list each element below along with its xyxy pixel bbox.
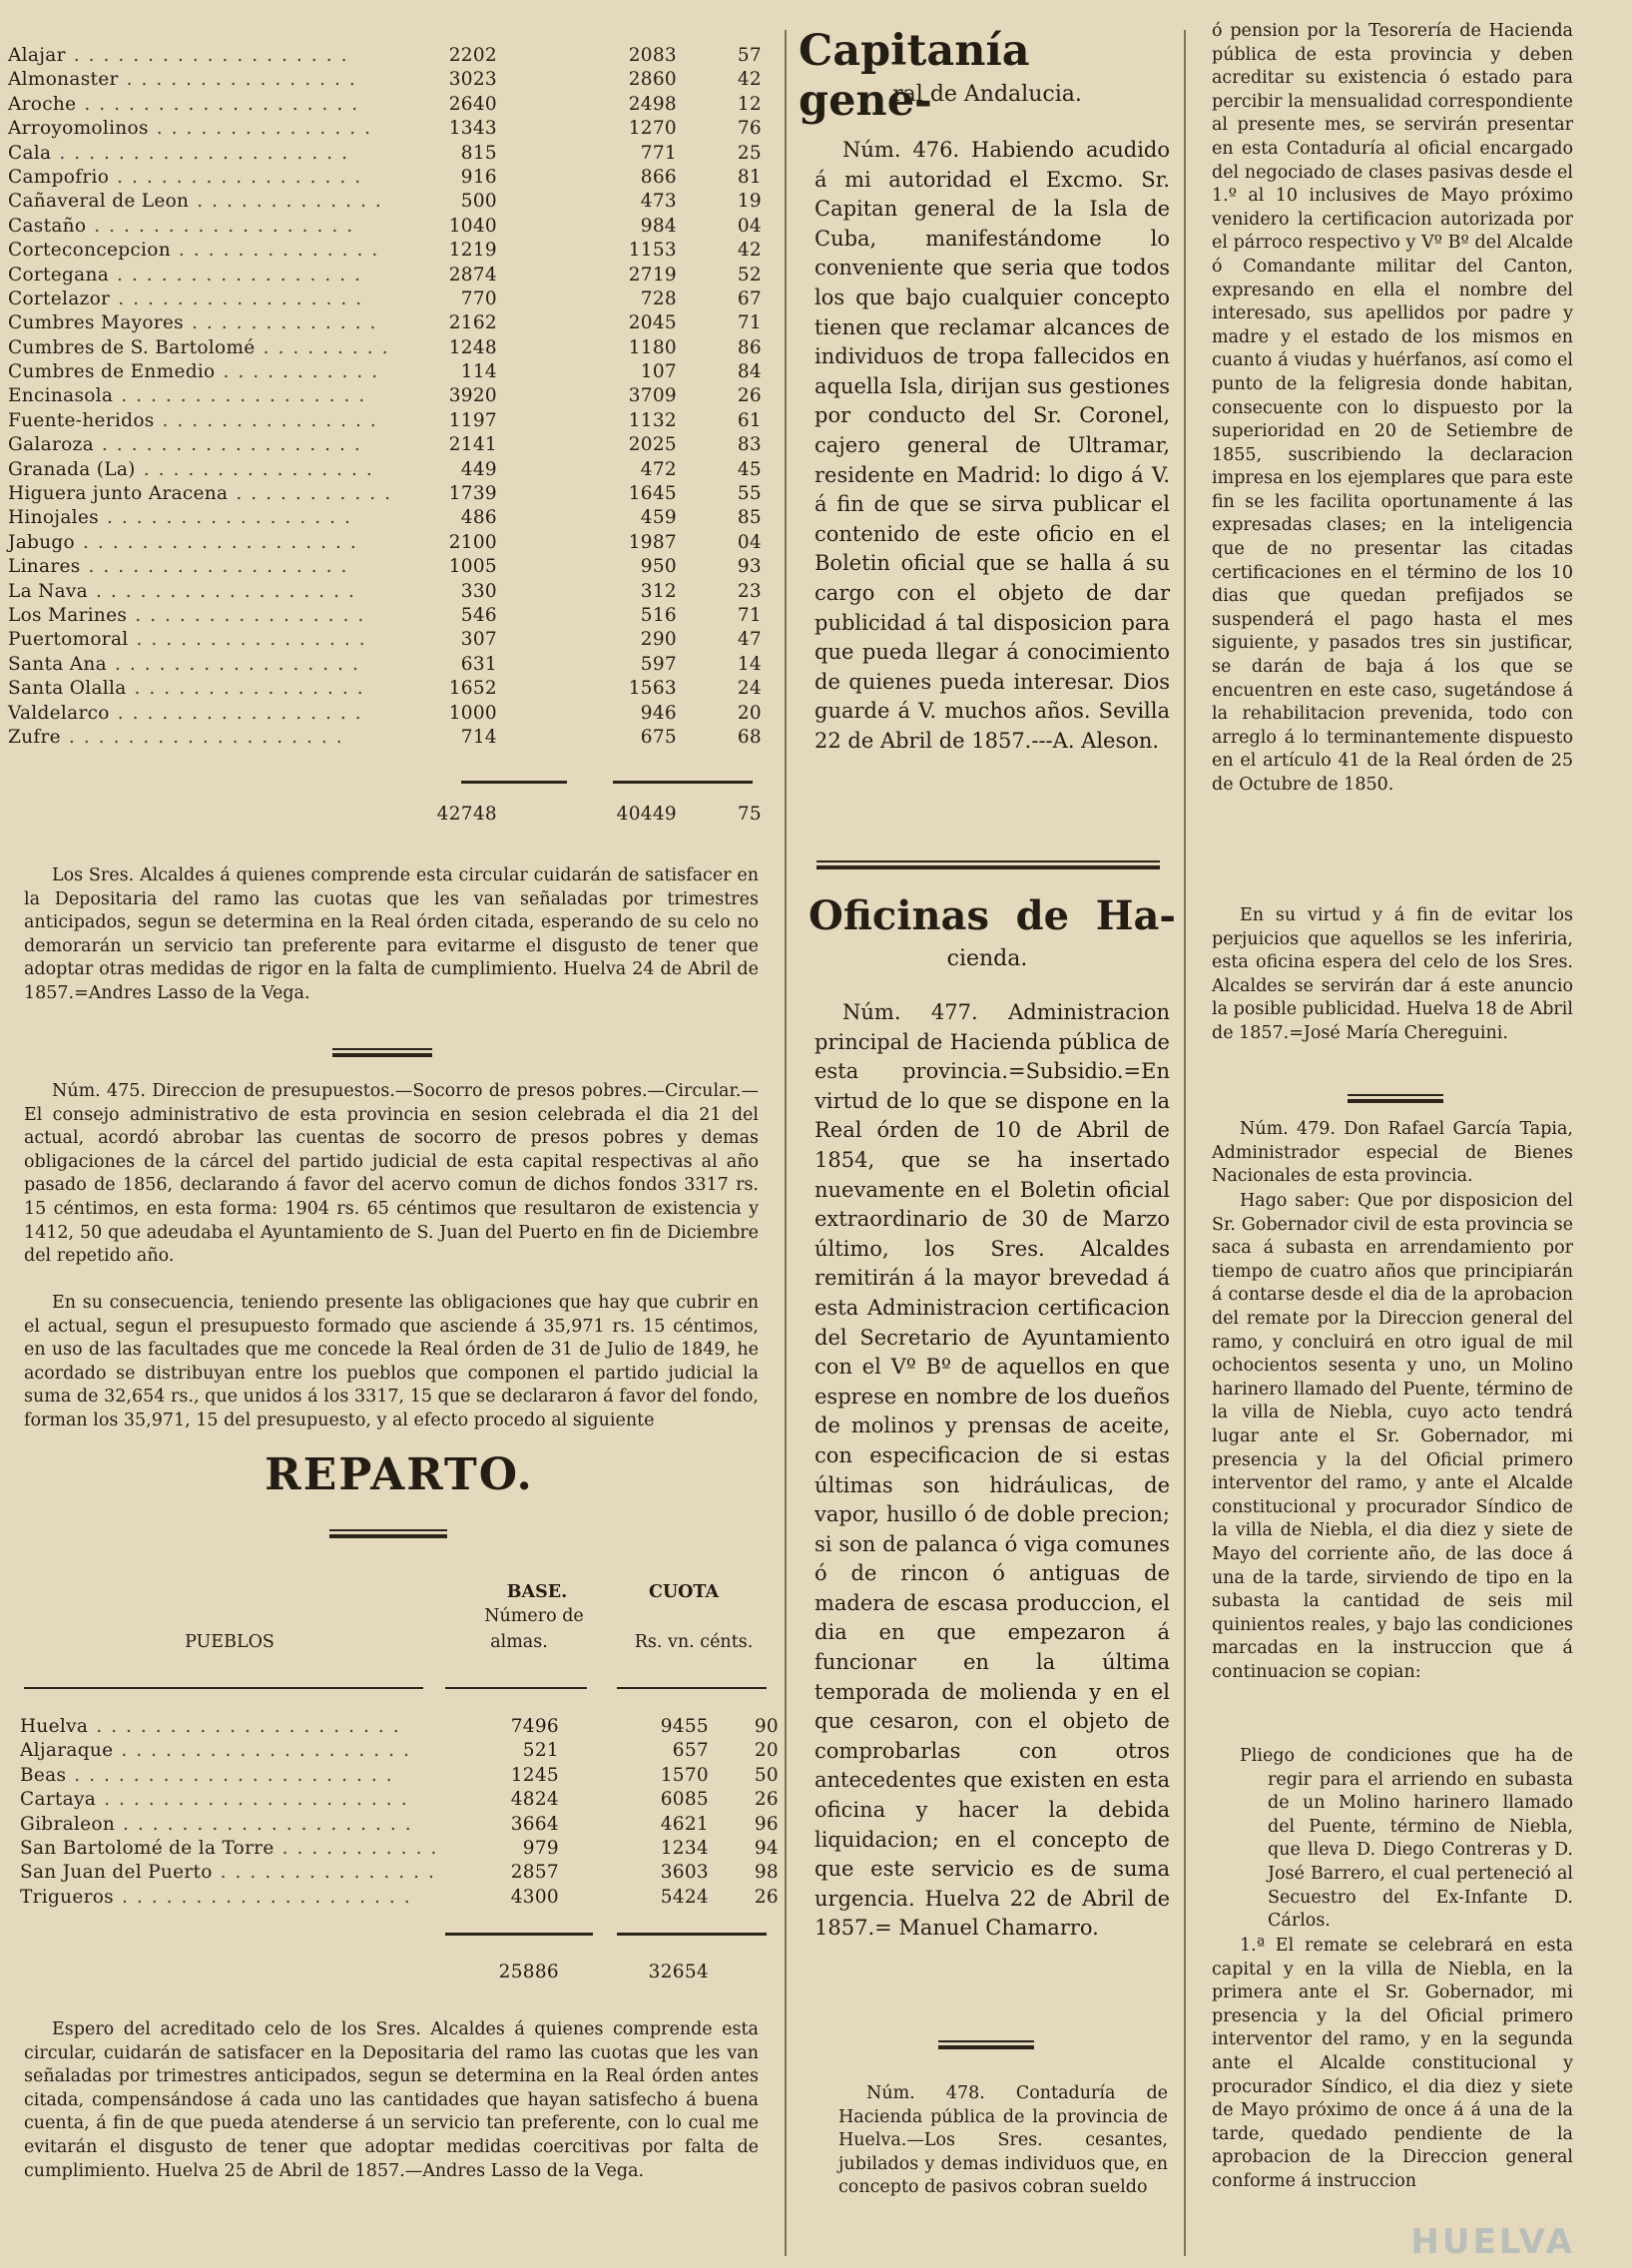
leader-dots: .................... (59, 142, 356, 164)
value-c: 04 (737, 215, 762, 237)
value-b: 984 (640, 215, 677, 237)
town-name: Zufre (8, 726, 61, 748)
value-a: 1245 (510, 1764, 559, 1786)
value-c: 93 (737, 556, 762, 578)
town-name: Puertomoral (8, 629, 129, 651)
value-c: 14 (737, 653, 762, 675)
value-b: 771 (640, 142, 677, 164)
town-name: Aljaraque (20, 1740, 114, 1762)
table-row (8, 506, 767, 530)
table-row (8, 166, 767, 190)
leader-dots: .................... (123, 1813, 420, 1835)
total-b: 40449 (616, 804, 677, 825)
value-b: 9455 (660, 1716, 709, 1737)
value-b: 657 (672, 1740, 709, 1762)
town-name: Higuera junto Aracena (8, 483, 229, 505)
value-a: 546 (460, 604, 497, 626)
left-column (0, 0, 779, 2268)
leader-dots: ......... (263, 336, 397, 358)
value-b: 516 (640, 604, 677, 626)
leader-dots: ................ (143, 458, 381, 480)
town-name: Beas (20, 1764, 67, 1786)
value-b: 312 (640, 580, 677, 602)
section-divider-4 (1348, 1094, 1443, 1104)
value-b: 1570 (660, 1764, 709, 1786)
header-rule-2 (445, 1687, 587, 1689)
value-b: 1132 (628, 409, 677, 431)
value-a: 2857 (510, 1862, 559, 1884)
value-c: 26 (754, 1886, 779, 1908)
header-pueblos: PUEBLOS (185, 1632, 274, 1652)
column-rule-2 (1184, 30, 1186, 2256)
town-name: Santa Olalla (8, 678, 127, 700)
town-name: Cumbres de S. Bartolomé (8, 336, 256, 358)
value-b: 597 (640, 653, 677, 675)
total2-b: 32654 (648, 1962, 709, 1983)
table-row (8, 628, 767, 652)
town-name: San Juan del Puerto (20, 1862, 213, 1884)
table-row (8, 604, 767, 628)
section-divider-2 (816, 860, 1160, 870)
leader-dots: ................ (135, 604, 373, 626)
total2-rule-b (617, 1933, 767, 1936)
column-rule-1 (785, 30, 787, 2256)
value-c: 50 (754, 1764, 779, 1786)
table-row (8, 360, 767, 384)
header-rule-1 (24, 1687, 423, 1689)
num-475-continuation: En su consecuencia, teniendo presente las obligaciones que hay que cubrir en el actual, segun el presupuesto formado que asciende á 35,971 rs. 15 céntimos, en uso de las facultades que me concede la Real órden de 31 de Julio de 1849, he acordado se distribuyan entre los pueblos que componen el partido judicial la suma de 32,654 rs., que unidos á los 3317, 15 que se declararon á favor del fondo, forman los 35,971, 15 del presupuesto, y al efecto procedo al siguiente (24, 1293, 759, 1430)
total-a: 42748 (436, 804, 497, 825)
num-478-continuation: ó pension por la Tesorería de Hacienda pública de esta provincia y deben acreditar su existencia ó estado para percibir la mensualidad correspondiente al presente mes, se servirán presentar en esta Contaduría al oficial encargado del negociado de clases pasivas desde el 1.º al 10 inclusives de Mayo próximo venidero la certificacion autorizada por el párroco respectivo y Vº Bº del Alcalde ó Comandante militar del Canton, expresando en ella el nombre del interesado, sus apellidos por padre y madre y el estado de los mismos en cuanto á viudas y huérfanos, así como el punto de la feligresia donde habitan, consecuente con lo dispuesto por la superioridad en 20 de Setiembre de 1855, suscribiendo la declaracion impresa en los ejemplares que para este fin se les facilita oportunamente á las expresadas clases; en la inteligencia que de no presentar las citadas certificaciones en el término de los 10 dias que quedan prefijados se suspenderá el pago hasta el mes siguiente, y pasados tres sin justificar, se darán de baja á los que se encuentren en este caso, sugetándose á la rehabilitacion prevenida, todo con arreglo á lo terminantemente dispuesto en el artículo 41 de la Real órden de 25 de Octubre de 1850. (1212, 21, 1573, 795)
reparto-table-total (20, 1961, 769, 1984)
town-name: Arroyomolinos (8, 118, 149, 140)
leader-dots: ........... (281, 1837, 446, 1859)
table-row (8, 580, 767, 604)
value-b: 2860 (628, 69, 677, 91)
value-a: 1248 (448, 336, 497, 358)
right-column (1198, 0, 1597, 2268)
table-row (8, 68, 767, 92)
table-total-row (8, 803, 767, 827)
value-b: 728 (640, 287, 677, 309)
town-name: Alajar (8, 45, 66, 66)
reparto-title: REPARTO. (265, 1449, 534, 1500)
table-row (20, 1739, 779, 1763)
middle-column (799, 0, 1176, 2268)
section-divider-3 (938, 2040, 1034, 2050)
value-b: 1987 (628, 531, 677, 553)
total2-a: 25886 (498, 1962, 559, 1983)
value-b: 472 (640, 458, 677, 480)
town-name: Los Marines (8, 604, 128, 626)
heading-capitania: Capitanía gene- (799, 26, 1030, 126)
value-b: 4621 (660, 1813, 709, 1835)
town-name: Linares (8, 556, 81, 578)
town-name: Galaroza (8, 434, 94, 456)
value-b: 2719 (628, 264, 677, 285)
value-c: 76 (737, 118, 762, 140)
num-478-paragraph: Núm. 478. Contaduría de Hacienda pública de la provincia de Huelva.—Los Sres. cesantes, jubilados y demas individuos que, en concepto de pasivos cobran sueldo (838, 2083, 1168, 2198)
value-c: 81 (737, 166, 762, 188)
value-b: 473 (640, 191, 677, 213)
num-477-paragraph: Núm. 477. Administracion principal de Hacienda pública de esta provincia.=Subsidio.=En virtud de lo que se dispone en la Real órden de 10 de Abril de 1854, que se ha insertado nuevamente en el Boletin oficial extraordinario de 30 de Marzo último, los Sres. Alcaldes remitirán á la mayor brevedad á esta Administracion certificacion del Secretario de Ayuntamiento con el Vº Bº de aquellos en que esprese en nombre de los dueños de molinos y prensas de aceite, con especificacion de si estas últimas son hidráulicas, de vapor, husillo ó de doble precion; si son de palanca ó viga comunes ó de rincon ó antiguas de madera de escasa produccion, el dia en que empezaron á funcionar en la última temporada de molienda y en el que cesaron, con el objeto de comprobarlas con otros antecedentes que existen en esta oficina y hacer la debida liquidacion; en el concepto de que este servicio es de suma urgencia. Huelva 22 de Abril de 1857.= Manuel Chamarro. (815, 1000, 1170, 1941)
header-base: BASE. (506, 1582, 568, 1602)
table-row (8, 482, 767, 506)
value-c: 55 (737, 483, 762, 505)
town-name: Campofrio (8, 166, 110, 188)
value-a: 4824 (510, 1789, 559, 1811)
condition-1: 1.ª El remate se celebrará en esta capital y en la villa de Niebla, en la primera ante el Sr. Gobernador, mi presencia y la del Oficial primero interventor del ramo, y en la segunda ante el Alcalde constitucional y procurador Síndico, el dia diez y siete de Mayo próximo de once á á una de la tarde, quedado pendiente de la aprobacion de la Direccion general conforme á instruccion (1212, 1936, 1573, 2191)
value-b: 1153 (628, 240, 677, 262)
table-row (20, 1764, 779, 1788)
leader-dots: ................. (117, 702, 370, 724)
value-c: 98 (754, 1862, 779, 1884)
value-a: 2874 (448, 264, 497, 285)
leader-dots: ................ (136, 629, 374, 651)
table-total-row (20, 1961, 769, 1984)
value-c: 19 (737, 191, 762, 213)
total-c: 75 (737, 804, 762, 825)
table-row (8, 336, 767, 360)
value-a: 449 (460, 458, 497, 480)
value-a: 2202 (448, 45, 497, 66)
value-b: 2025 (628, 434, 677, 456)
town-name: Huelva (20, 1716, 89, 1737)
value-c: 42 (737, 240, 762, 262)
section-divider (332, 1048, 432, 1058)
leader-dots: ..................... (104, 1789, 416, 1811)
value-b: 290 (640, 629, 677, 651)
table-row (8, 190, 767, 214)
value-b: 107 (640, 361, 677, 383)
leader-dots: .................. (96, 580, 363, 602)
value-b: 946 (640, 702, 677, 724)
town-name: Jabugo (8, 531, 75, 553)
reparto-closing-paragraph: Espero del acreditado celo de los Sres. Alcaldes á quienes comprende esta circular, cuidarán de satisfacer en la Depositaria del ramo las cuotas que les van señaladas por trimestres anticipados, segun se determina en la Real órden antes citada, compensándose á cada uno las cantidades que hayan satisfecho á buena cuenta, á fin de que pueda atenderse á un servicio tan preferente, con lo cual me evitarán el disgusto de tener que adoptar medidas coercitivas por falta de cumplimiento. Huelva 25 de Abril de 1857.—Andres Lasso de la Vega. (24, 2019, 759, 2181)
value-b: 866 (640, 166, 677, 188)
value-c: 71 (737, 604, 762, 626)
leader-dots: ................. (121, 385, 374, 407)
value-a: 3023 (448, 69, 497, 91)
value-b: 6085 (660, 1789, 709, 1811)
quota-table-1 (8, 44, 767, 750)
value-a: 1343 (448, 118, 497, 140)
value-b: 2083 (628, 45, 677, 66)
leader-dots: ................... (82, 531, 365, 553)
value-b: 1563 (628, 678, 677, 700)
value-a: 1040 (448, 215, 497, 237)
value-a: 500 (460, 191, 497, 213)
leader-dots: ................ (134, 678, 372, 700)
value-a: 3664 (510, 1813, 559, 1835)
value-a: 1197 (448, 409, 497, 431)
table-row (8, 702, 767, 726)
value-b: 5424 (660, 1886, 709, 1908)
leader-dots: ............... (162, 409, 385, 431)
table-row (8, 726, 767, 750)
town-name: Hinojales (8, 507, 99, 529)
value-a: 1739 (448, 483, 497, 505)
leader-dots: ............. (197, 191, 390, 213)
header-cuota-sub: Rs. vn. cénts. (634, 1632, 754, 1652)
value-b: 675 (640, 726, 677, 748)
value-c: 42 (737, 69, 762, 91)
value-c: 90 (754, 1716, 779, 1737)
value-c: 20 (754, 1740, 779, 1762)
leader-dots: ................. (117, 264, 370, 285)
value-a: 1000 (448, 702, 497, 724)
town-name: Almonaster (8, 69, 119, 91)
heading-oficinas-sub: cienda. (946, 946, 1028, 971)
value-c: 84 (737, 361, 762, 383)
value-a: 2141 (448, 434, 497, 456)
table-row (20, 1715, 779, 1739)
value-a: 1005 (448, 556, 497, 578)
town-name: Corteconcepcion (8, 240, 171, 262)
archive-watermark: HUELVA (1410, 2222, 1575, 2262)
town-name: Valdelarco (8, 702, 110, 724)
table-row (8, 215, 767, 239)
heading-oficinas: Oficinas de Ha- (809, 892, 1176, 939)
town-name: Fuente-heridos (8, 409, 155, 431)
town-name: Cortelazor (8, 287, 111, 309)
table-row (20, 1861, 779, 1885)
value-c: 71 (737, 312, 762, 334)
header-base-sub1: Número de (484, 1606, 584, 1626)
value-c: 83 (737, 434, 762, 456)
value-c: 12 (737, 93, 762, 115)
value-c: 45 (737, 458, 762, 480)
town-name: San Bartolomé de la Torre (20, 1837, 274, 1859)
town-name: Cortegana (8, 264, 110, 285)
table-row (8, 555, 767, 579)
leader-dots: ........... (223, 361, 387, 383)
pliego-heading: Pliego de condiciones que ha de regir para el arriendo en subasta de un Molino harinero llamado del Puente, término de Niebla, que lleva D. Diego Contreras y D. José Barrero, el cual perteneció al Secuestro del Ex-Infante D. Cárlos. (1240, 1746, 1573, 1932)
value-b: 1180 (628, 336, 677, 358)
town-name: Trigueros (20, 1886, 114, 1908)
value-a: 2162 (448, 312, 497, 334)
table-row (8, 287, 767, 311)
value-a: 770 (460, 287, 497, 309)
leader-dots: ........... (236, 483, 400, 505)
value-a: 979 (522, 1837, 559, 1859)
leader-dots: .............. (178, 240, 387, 262)
table-row (8, 531, 767, 555)
town-name: Encinasola (8, 385, 114, 407)
table-row (8, 409, 767, 433)
value-a: 916 (460, 166, 497, 188)
value-c: 85 (737, 507, 762, 529)
leader-dots: ................. (118, 287, 371, 309)
num-475-paragraph: Núm. 475. Direccion de presupuestos.—Socorro de presos pobres.—Circular.—El consejo administrativo de esta provincia en sesion celebrada el dia 21 del actual, acordó abrobar las cuentas de socorro de presos pobres y demas obligaciones de la cárcel del partido judicial de esta capital respectivas al año pasado de 1856, declarando á favor del acervo comun de dichos fondos 3317 rs. 15 céntimos, en esta forma: 1904 rs. 65 céntimos que resultaron de existencia y 1412, 50 que adeudaba el Ayuntamiento de S. Juan del Puerto en fin de Diciembre del repetido año. (24, 1081, 759, 1267)
table-row (20, 1837, 779, 1861)
leader-dots: ............. (191, 312, 385, 334)
leader-dots: ...................... (74, 1764, 401, 1786)
leader-dots: .................... (121, 1886, 419, 1908)
table-row (8, 142, 767, 166)
value-c: 25 (737, 142, 762, 164)
reparto-divider (329, 1529, 447, 1539)
num-478-closing: En su virtud y á fin de evitar los perjuicios que aquellos se les inferiria, esta oficina espera del celo de los Sres. Alcaldes se servirán dar á este anuncio la posible publicidad. Huelva 18 de Abril de 1857.=José María Chereguini. (1212, 905, 1573, 1043)
value-b: 2045 (628, 312, 677, 334)
value-a: 4300 (510, 1886, 559, 1908)
total-rule-a (461, 781, 567, 784)
table-row (8, 433, 767, 457)
town-name: Aroche (8, 93, 77, 115)
town-name: Cartaya (20, 1789, 97, 1811)
value-a: 815 (460, 142, 497, 164)
value-c: 20 (737, 702, 762, 724)
table-row (8, 264, 767, 287)
leader-dots: ............... (156, 118, 379, 140)
value-a: 2640 (448, 93, 497, 115)
num-479-body: Hago saber: Que por disposicion del Sr. Gobernador civil de esta provincia se saca á subasta en arrendamiento por tiempo de cuatro años que principiarán á contarse desde el dia de la aprobacion del remate por la Direccion general del ramo, y concluirá en otro igual de mil ochocientos sesenta y uno, un Molino harinero llamado del Puente, término de la villa de Niebla, cuyo acto tendrá lugar ante el Sr. Gobernador, mi presencia y la del Oficial primero interventor del ramo, y ante el Alcalde constitucional y procurador Síndico de la villa de Niebla, el dia diez y siete de Mayo del corriente año, de las doce á una de la tarde, sirviendo de tipo en la subasta la cantidad de seis mil quinientos reales, y bajo las condiciones marcadas en la instruccion que á continuacion se copian: (1212, 1191, 1573, 1682)
value-a: 7496 (510, 1716, 559, 1737)
value-b: 1645 (628, 483, 677, 505)
table-row (8, 93, 767, 117)
town-name: Granada (La) (8, 458, 136, 480)
leader-dots: .................. (88, 556, 356, 578)
value-c: 47 (737, 629, 762, 651)
table-row (20, 1813, 779, 1837)
value-c: 86 (737, 336, 762, 358)
reparto-table (20, 1715, 779, 1910)
value-c: 24 (737, 678, 762, 700)
table-row (8, 44, 767, 68)
leader-dots: ................... (84, 93, 367, 115)
num-479-paragraph: Núm. 479. Don Rafael García Tapia, Administrador especial de Bienes Nacionales de esta provincia. (1212, 1119, 1573, 1187)
header-cuota: CUOTA (648, 1582, 720, 1602)
table-row (8, 311, 767, 335)
value-c: 26 (754, 1789, 779, 1811)
value-c: 96 (754, 1813, 779, 1835)
leader-dots: ................. (106, 507, 359, 529)
table-row (8, 117, 767, 141)
town-name: Cala (8, 142, 52, 164)
table-row (8, 653, 767, 677)
leader-dots: ................ (126, 69, 364, 91)
table-row (20, 1886, 779, 1910)
value-c: 57 (737, 45, 762, 66)
leader-dots: .................... (121, 1740, 418, 1762)
total2-rule-a (445, 1933, 593, 1936)
leader-dots: .................. (101, 434, 369, 456)
table-row (20, 1788, 779, 1812)
value-b: 3603 (660, 1862, 709, 1884)
town-name: Cañaveral de Leon (8, 191, 190, 213)
value-a: 714 (460, 726, 497, 748)
value-c: 26 (737, 385, 762, 407)
value-c: 68 (737, 726, 762, 748)
table-row (8, 458, 767, 482)
value-b: 459 (640, 507, 677, 529)
header-rule-3 (617, 1687, 767, 1689)
value-a: 1652 (448, 678, 497, 700)
value-c: 94 (754, 1837, 779, 1859)
value-c: 67 (737, 287, 762, 309)
value-a: 114 (460, 361, 497, 383)
table-row (8, 384, 767, 408)
leader-dots: ..................... (96, 1716, 408, 1737)
value-c: 52 (737, 264, 762, 285)
leader-dots: ................... (68, 726, 351, 748)
value-a: 307 (460, 629, 497, 651)
value-a: 521 (522, 1740, 559, 1762)
table-row (8, 239, 767, 263)
table-row (8, 677, 767, 701)
leader-dots: ................. (114, 653, 367, 675)
total-rule-b (613, 781, 753, 784)
value-a: 330 (460, 580, 497, 602)
value-c: 61 (737, 409, 762, 431)
value-b: 1234 (660, 1837, 709, 1859)
header-base-sub2: almas. (490, 1632, 548, 1652)
value-c: 23 (737, 580, 762, 602)
value-b: 2498 (628, 93, 677, 115)
circular-closing-paragraph: Los Sres. Alcaldes á quienes comprende esta circular cuidarán de satisfacer en la Depositaria del ramo las cuotas que les van señaladas por trimestres anticipados, segun se determina en la Real órden citada, esperando de su celo no demorarán un servicio tan preferente para evitarme el disgusto de tener que adoptar otras medidas de rigor en la falta de cumplimiento. Huelva 24 de Abril de 1857.=Andres Lasso de la Vega. (24, 865, 759, 1003)
leader-dots: .................. (94, 215, 362, 237)
value-a: 2100 (448, 531, 497, 553)
value-c: 04 (737, 531, 762, 553)
leader-dots: ................. (117, 166, 370, 188)
value-a: 631 (460, 653, 497, 675)
value-b: 950 (640, 556, 677, 578)
value-a: 3920 (448, 385, 497, 407)
leader-dots: ................... (73, 45, 356, 66)
value-a: 1219 (448, 240, 497, 262)
quota-table-1-total (8, 803, 767, 827)
town-name: Cumbres de Enmedio (8, 361, 216, 383)
value-b: 3709 (628, 385, 677, 407)
town-name: La Nava (8, 580, 88, 602)
town-name: Cumbres Mayores (8, 312, 184, 334)
town-name: Castaño (8, 215, 87, 237)
town-name: Gibraleon (20, 1813, 116, 1835)
num-476-paragraph: Núm. 476. Habiendo acudido á mi autoridad el Excmo. Sr. Capitan general de la Isla de Cuba, manifestándome lo conveniente que seria que todos los que bajo cualquier concepto tienen que reclamar alcances de individuos de tropa fallecidos en aquella Isla, dirijan sus gestiones por conducto del Sr. Coronel, cajero general de Ultramar, residente en Madrid: lo digo á V. á fin de que se sirva publicar el contenido de este oficio en el Boletin oficial que se halla á su cargo con el objeto de dar publicidad á tal disposicion para que pueda llegar á conocimiento de quienes pueda interesar. Dios guarde á V. muchos años. Sevilla 22 de Abril de 1857.---A. Aleson. (815, 138, 1170, 753)
leader-dots: ............... (220, 1862, 443, 1884)
town-name: Santa Ana (8, 653, 107, 675)
heading-capitania-sub: ral de Andalucia. (892, 82, 1082, 107)
value-b: 1270 (628, 118, 677, 140)
value-a: 486 (460, 507, 497, 529)
